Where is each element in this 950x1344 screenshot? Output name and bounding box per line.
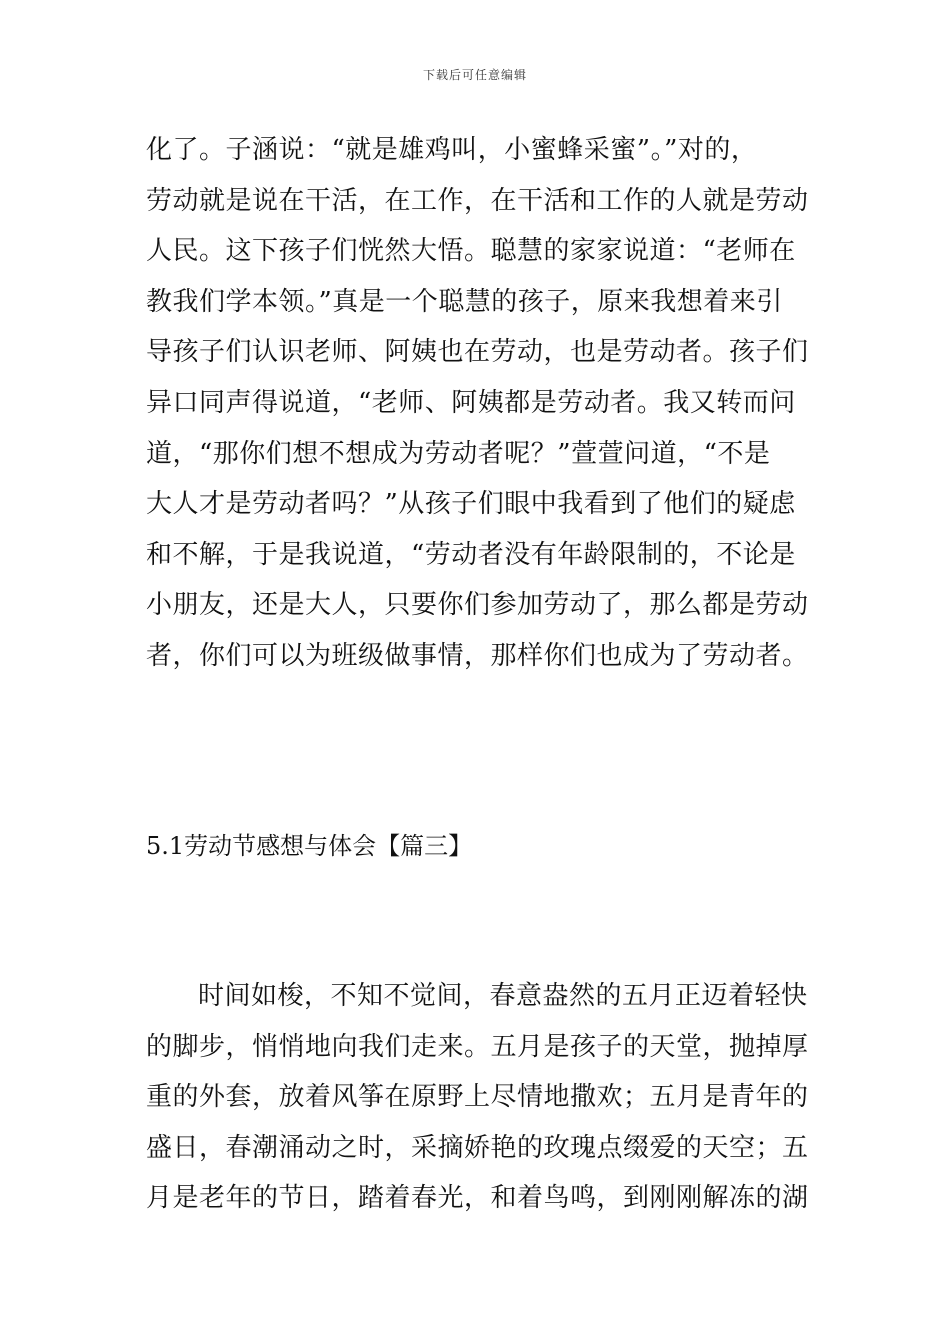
section-heading: 5.1劳动节感想与体会【篇三】 xyxy=(146,832,473,860)
paragraph-line: 人民。这下孩子们恍然大悟。聪慧的家家说道：“老师在 xyxy=(146,236,796,267)
paragraph-2 xyxy=(146,971,810,1224)
paragraph-line: 异口同声得说道，“老师、阿姨都是劳动者。我又转而问 xyxy=(146,387,796,418)
page-header: 下载后可任意编辑 xyxy=(422,68,527,82)
paragraph-line: 大人才是劳动者吗？”从孩子们眼中我看到了他们的疑虑 xyxy=(146,489,796,520)
paragraph-line: 盛日，春潮涌动之时，采摘娇艳的玫瑰点缀爱的天空；五 xyxy=(146,1132,809,1163)
paragraph-line: 小朋友，还是大人，只要你们参加劳动了，那么都是劳动 xyxy=(146,590,809,621)
paragraph-line: 教我们学本领。”真是一个聪慧的孩子，原来我想着来引 xyxy=(146,286,783,317)
paragraph-line: 时间如梭，不知不觉间，春意盎然的五月正迈着轻快 xyxy=(198,981,808,1011)
paragraph-line: 劳动就是说在干活，在工作，在干活和工作的人就是劳动 xyxy=(146,185,809,216)
paragraph-line: 者，你们可以为班级做事情，那样你们也成为了劳动者。 xyxy=(146,640,809,671)
paragraph-line: 月是老年的节日，踏着春光，和着鸟鸣，到刚刚解冻的湖 xyxy=(146,1183,809,1214)
paragraph-line: 道，“那你们想不想成为劳动者呢？”萱萱问道，“不是 xyxy=(146,438,771,469)
paragraph-1 xyxy=(146,125,810,682)
paragraph-line: 导孩子们认识老师、阿姨也在劳动，也是劳动者。孩子们 xyxy=(146,337,809,368)
paragraph-line: 重的外套，放着风筝在原野上尽情地撒欢；五月是青年的 xyxy=(146,1082,809,1113)
paragraph-line: 和不解，于是我说道，“劳动者没有年龄限制的，不论是 xyxy=(146,539,796,570)
paragraph-line: 化了。子涵说：“就是雄鸡叫，小蜜蜂采蜜”。”对的， xyxy=(146,135,758,165)
paragraph-line: 的脚步，悄悄地向我们走来。五月是孩子的天堂，抛掉厚 xyxy=(146,1031,809,1062)
